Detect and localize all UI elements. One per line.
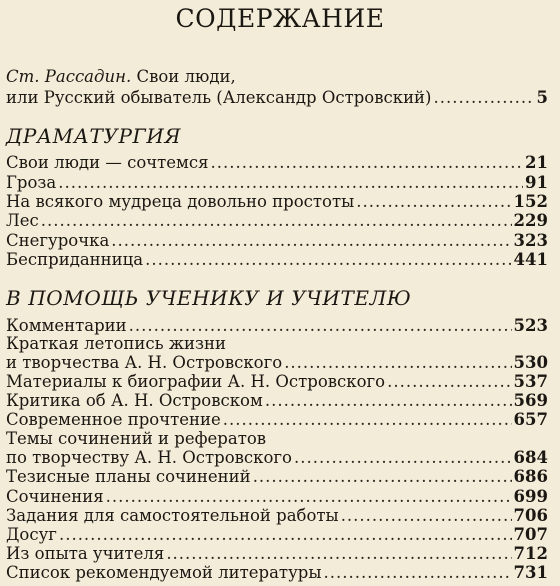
toc-entry-page: 21 — [525, 153, 548, 172]
toc-entry-page: 323 — [513, 231, 548, 250]
toc-entry-title: Снегурочка — [6, 231, 110, 250]
toc-entry[interactable] — [6, 316, 548, 336]
dot-leader — [387, 372, 511, 392]
toc-entry-page: 152 — [513, 192, 548, 211]
toc-entry-page: 5 — [536, 88, 548, 107]
toc-entry-page: 686 — [513, 467, 548, 486]
dot-leader — [58, 173, 523, 193]
toc-entry-title: Свои люди — сочтемся — [6, 153, 209, 172]
toc-entry-page: 229 — [513, 211, 548, 230]
intro-author: Ст. Рассадин. — [6, 67, 132, 86]
dot-leader — [211, 153, 523, 173]
toc-entry-title: Досуг — [6, 525, 57, 544]
dot-leader — [323, 563, 511, 583]
dot-leader — [145, 250, 511, 270]
section-heading-dramaturgy: ДРАМАТУРГИЯ — [6, 124, 182, 148]
toc-entry-title: Гроза — [6, 173, 57, 192]
dot-leader — [129, 316, 512, 336]
toc-entry-title: Сочинения — [6, 487, 104, 506]
toc-entry-title: Тезисные планы сочинений — [6, 467, 251, 486]
toc-entry[interactable] — [6, 525, 548, 545]
dot-leader — [356, 192, 511, 212]
dot-leader — [223, 410, 512, 430]
toc-entry[interactable] — [6, 467, 548, 487]
dot-leader — [434, 88, 535, 108]
toc-entry[interactable] — [6, 250, 548, 270]
dot-leader — [111, 231, 511, 251]
toc-entry-title: по творчеству А. Н. Островского — [6, 448, 292, 467]
section-heading-student-teacher: В ПОМОЩЬ УЧЕНИКУ И УЧИТЕЛЮ — [6, 286, 412, 310]
intro-line-1 — [6, 67, 236, 87]
toc-entry-page: 441 — [513, 250, 548, 269]
toc-entry-title: Критика об А. Н. Островском — [6, 391, 263, 410]
toc-entry-title: Задания для самостоятельной работы — [6, 506, 339, 525]
dot-leader — [341, 506, 512, 526]
toc-entry-page: 699 — [513, 487, 548, 506]
dot-leader — [166, 544, 511, 564]
toc-entry-page: 707 — [513, 525, 548, 544]
toc-entry-page: 91 — [525, 173, 548, 192]
toc-entry-title: Материалы к биографии А. Н. Островского — [6, 372, 386, 391]
dot-leader — [294, 448, 512, 468]
toc-entry[interactable] — [6, 372, 548, 392]
toc-entry[interactable] — [6, 410, 548, 430]
toc-entry[interactable] — [6, 391, 548, 411]
toc-entry[interactable] — [6, 487, 548, 507]
dot-leader — [59, 525, 512, 545]
toc-entry-page: 731 — [513, 563, 548, 582]
toc-entry-title-line-1: Темы сочинений и рефератов — [6, 429, 267, 448]
toc-entry-page: 569 — [513, 391, 548, 410]
toc-entry[interactable] — [6, 173, 548, 193]
toc-entry-title: Список рекомендуемой литературы — [6, 563, 322, 582]
toc-entry-title: и творчества А. Н. Островского — [6, 353, 283, 372]
dot-leader — [41, 211, 512, 231]
toc-entry-page: 657 — [513, 410, 548, 429]
toc-entry[interactable] — [6, 192, 548, 212]
toc-entry-title: Комментарии — [6, 316, 127, 335]
toc-entry-title: Из опыта учителя — [6, 544, 165, 563]
toc-entry-page: 706 — [513, 506, 548, 525]
toc-entry[interactable] — [6, 353, 548, 373]
dot-leader — [284, 353, 511, 373]
toc-entry-title: Современное прочтение — [6, 410, 221, 429]
page-title: СОДЕРЖАНИЕ — [175, 4, 385, 33]
toc-entry-page: 523 — [513, 316, 548, 335]
intro-title-part-1: Свои люди, — [131, 67, 236, 86]
toc-entry-page: 712 — [513, 544, 548, 563]
toc-entry-title: или Русский обыватель (Александр Островский) — [6, 88, 432, 107]
toc-entry[interactable] — [6, 211, 548, 231]
toc-entry-intro[interactable] — [6, 88, 548, 108]
toc-entry-page: 530 — [513, 353, 548, 372]
toc-entry[interactable] — [6, 563, 548, 583]
toc-entry-title: На всякого мудреца довольно простоты — [6, 192, 355, 211]
dot-leader — [265, 391, 512, 411]
toc-entry-page: 537 — [513, 372, 548, 391]
toc-entry-title-line-1: Краткая летопись жизни — [6, 334, 227, 353]
toc-entry-title: Лес — [6, 211, 39, 230]
toc-entry-page: 684 — [513, 448, 548, 467]
toc-entry[interactable] — [6, 231, 548, 251]
toc-entry[interactable] — [6, 506, 548, 526]
dot-leader — [253, 467, 512, 487]
toc-entry[interactable] — [6, 448, 548, 468]
dot-leader — [106, 487, 512, 507]
toc-entry[interactable] — [6, 544, 548, 564]
toc-entry-title: Бесприданница — [6, 250, 144, 269]
toc-entry[interactable] — [6, 153, 548, 173]
